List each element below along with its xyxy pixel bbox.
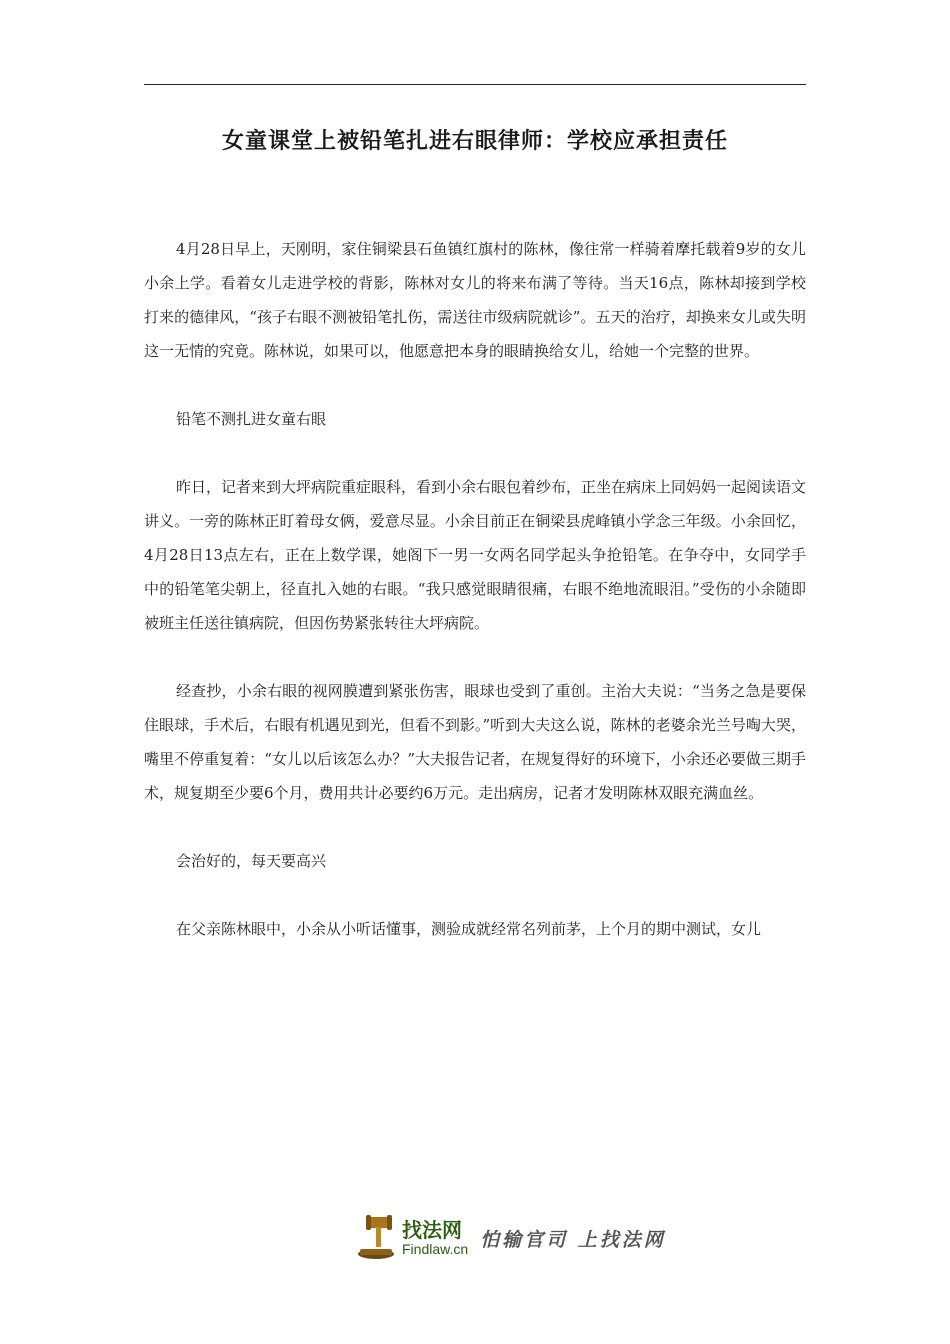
brand-name: 找法网 — [402, 1218, 462, 1242]
brand-domain: Findlaw.cn — [402, 1241, 469, 1257]
document-body — [144, 232, 806, 980]
paragraph: 在父亲陈林眼中，小余从小听话懂事，测验成就经常名列前茅，上个月的期中测试，女儿 — [176, 920, 762, 938]
footer-logo — [354, 1212, 666, 1264]
document-title: 女童课堂上被铅笔扎进右眼律师：学校应承担责任 — [221, 128, 728, 154]
paragraph: 4月28日早上，天刚明，家住铜梁县石鱼镇红旗村的陈林，像往常一样骑着摩托载着9岁的女儿小余上学。看着女儿走进学校的背影，陈林对女儿的将来布满了等待。当天16点，陈林却接到学校打来的德律风，“孩子右眼不测被铅笔扎伤，需送往市级病院就诊”。五天的治疗，却换来女儿或失明这一无情的究竟。陈林说，如果可以，他愿意把本身的眼睛换给女儿，给她一个完整的世界。 — [144, 240, 806, 360]
gavel-icon — [354, 1213, 398, 1263]
brand-slogan: 怕输官司 上找法网 — [480, 1228, 666, 1251]
section-heading: 铅笔不测扎进女童右眼 — [176, 410, 327, 428]
paragraph: 昨日，记者来到大坪病院重症眼科，看到小余右眼包着纱布，正坐在病床上同妈妈一起阅读语文讲义。一旁的陈林正盯着母女俩，爱意尽显。小余目前正在铜梁县虎峰镇小学念三年级。小余回忆，4月28日13点左右，正在上数学课，她阁下一男一女两名同学起头争抢铅笔。在争夺中，女同学手中的铅笔笔尖朝上，径直扎入她的右眼。“我只感觉眼睛很痛，右眼不绝地流眼泪。”受伤的小余随即被班主任送往镇病院，但因伤势紧张转往大坪病院。 — [144, 478, 807, 632]
paragraph: 经查抄，小余右眼的视网膜遭到紧张伤害，眼球也受到了重创。主治大夫说：“当务之急是要保住眼球，手术后，右眼有机遇见到光，但看不到影。”听到大夫这么说，陈林的老婆余光兰号啕大哭，嘴里不停重复着：“女儿以后该怎么办？”大夫报告记者，在规复得好的环境下，小余还必要做三期手术，规复期至少要6个月，费用共计必要约6万元。走出病房，记者才发明陈林双眼充满血丝。 — [144, 682, 806, 802]
header-rule — [144, 84, 806, 85]
section-heading: 会治好的，每天要高兴 — [176, 852, 327, 870]
